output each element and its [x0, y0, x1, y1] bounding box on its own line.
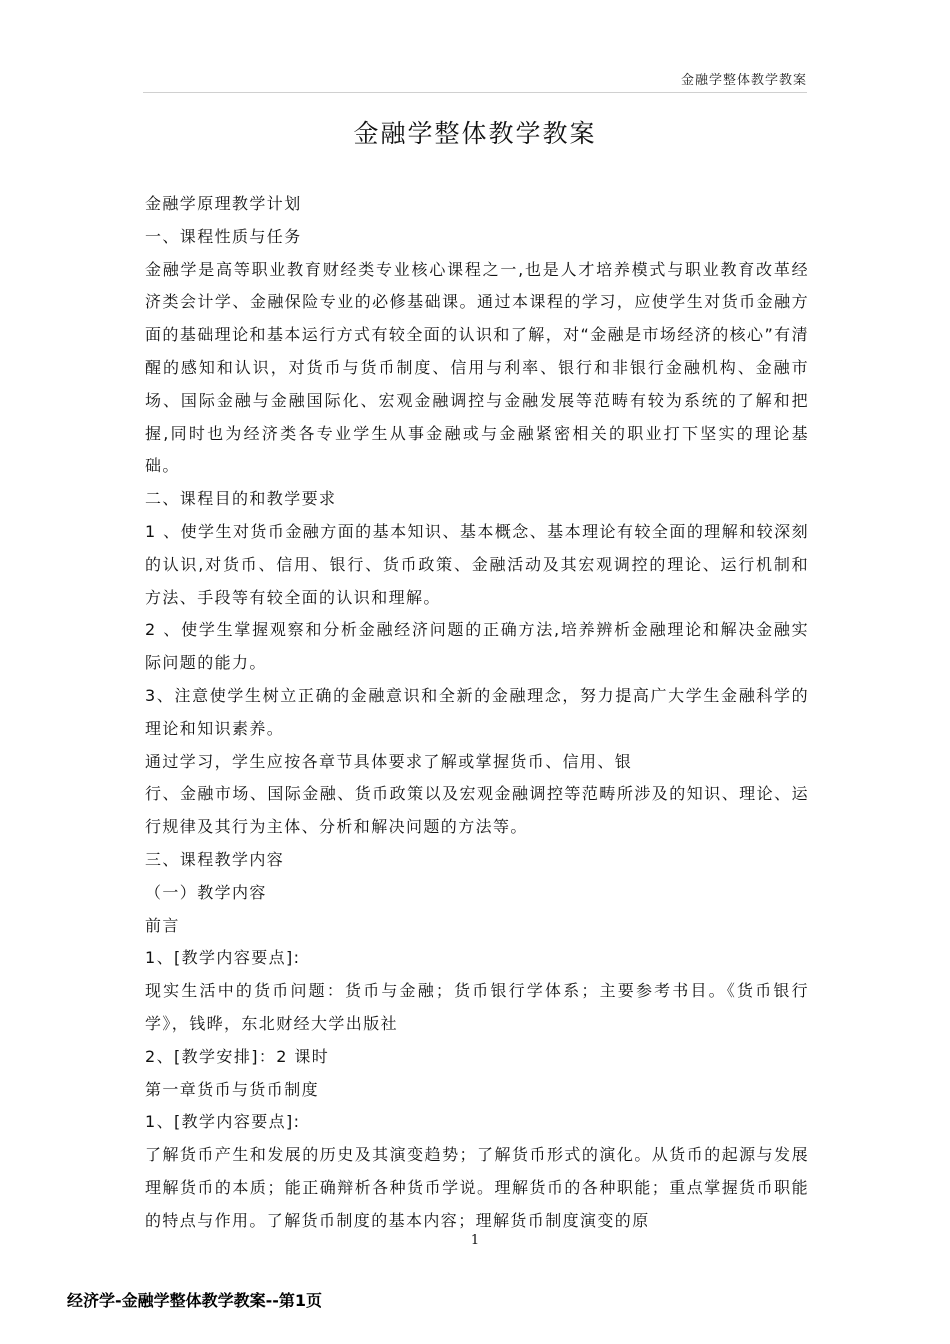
- subsection-heading-content: （一）教学内容: [145, 882, 267, 902]
- goal-item-3: 3、注意使学生树立正确的金融意识和全新的金融理念，努力提高广大学生金融科学的理论和知识素养。: [145, 685, 809, 738]
- running-header: 金融学整体教学教案: [680, 73, 807, 88]
- paragraph-learning-line2: 行、金融市场、国际金融、货币政策以及宏观金融调控等范畴所涉及的知识、理论、运行规律及其行为主体、分析和解决问题的方法等。: [145, 784, 809, 837]
- header-divider: [143, 92, 807, 93]
- footer-label: 经济学-金融学整体教学教案--第1页: [67, 1291, 323, 1310]
- preface-heading: 前言: [145, 915, 180, 935]
- paragraph-learning-line1: 通过学习，学生应按各章节具体要求了解或掌握货币、信用、银: [145, 751, 633, 771]
- document-title: 金融学整体教学教案: [353, 119, 597, 148]
- chapter-1-heading: 第一章货币与货币制度: [145, 1079, 320, 1099]
- document-body: [145, 188, 809, 1238]
- preface-points: 现实生活中的货币问题：货币与金融；货币银行学体系；主要参考书目。《货币银行学》，钱晔，东北财经大学出版社: [145, 981, 809, 1033]
- preface-schedule: 2、[教学安排]：2 课时: [145, 1046, 330, 1066]
- preface-points-label: 1、[教学内容要点]:: [145, 948, 301, 968]
- plan-heading: 金融学原理教学计划: [145, 194, 302, 213]
- section-heading-nature: 一、课程性质与任务: [145, 226, 302, 246]
- goal-item-1: 1 、使学生对货币金融方面的基本知识、基本概念、基本理论有较全面的理解和较深刻的认识,对货币、信用、银行、货币政策、金融活动及其宏观调控的理论、运行机制和方法、手段等有较全面的认识和理解。: [145, 521, 809, 607]
- chapter-1-points-label: 1、[教学内容要点]:: [145, 1112, 301, 1132]
- page-number: 1: [470, 1233, 480, 1248]
- section-heading-goals: 二、课程目的和教学要求: [145, 489, 337, 509]
- paragraph-course-intro: 金融学是高等职业教育财经类专业核心课程之一,也是人才培养模式与职业教育改革经济类会计学、金融保险专业的必修基础课。通过本课程的学习，应使学生对货币金融方面的基础理论和基本运行方式有较全面的认识和了解，对“金融是市场经济的核心”有清醒的感知和认识，对货币与货币制度、信用与利率、银行和非银行金融机构、金融市场、国际金融与金融国际化、宏观金融调控与金融发展等范畴有较为系统的了解和把握,同时也为经济类各专业学生从事金融或与金融紧密相关的职业打下坚实的理论基础。: [145, 259, 809, 476]
- chapter-1-points: 了解货币产生和发展的历史及其演变趋势；了解货币形式的演化。从货币的起源与发展理解货币的本质；能正确辩析各种货币学说。理解货币的各种职能；重点掌握货币职能的特点与作用。了解货币制度的基本内容；理解货币制度演变的原: [145, 1145, 809, 1230]
- section-heading-content: 三、课程教学内容: [145, 849, 285, 869]
- goal-item-2: 2 、使学生掌握观察和分析金融经济问题的正确方法,培养辨析金融理论和解决金融实际问题的能力。: [145, 620, 809, 673]
